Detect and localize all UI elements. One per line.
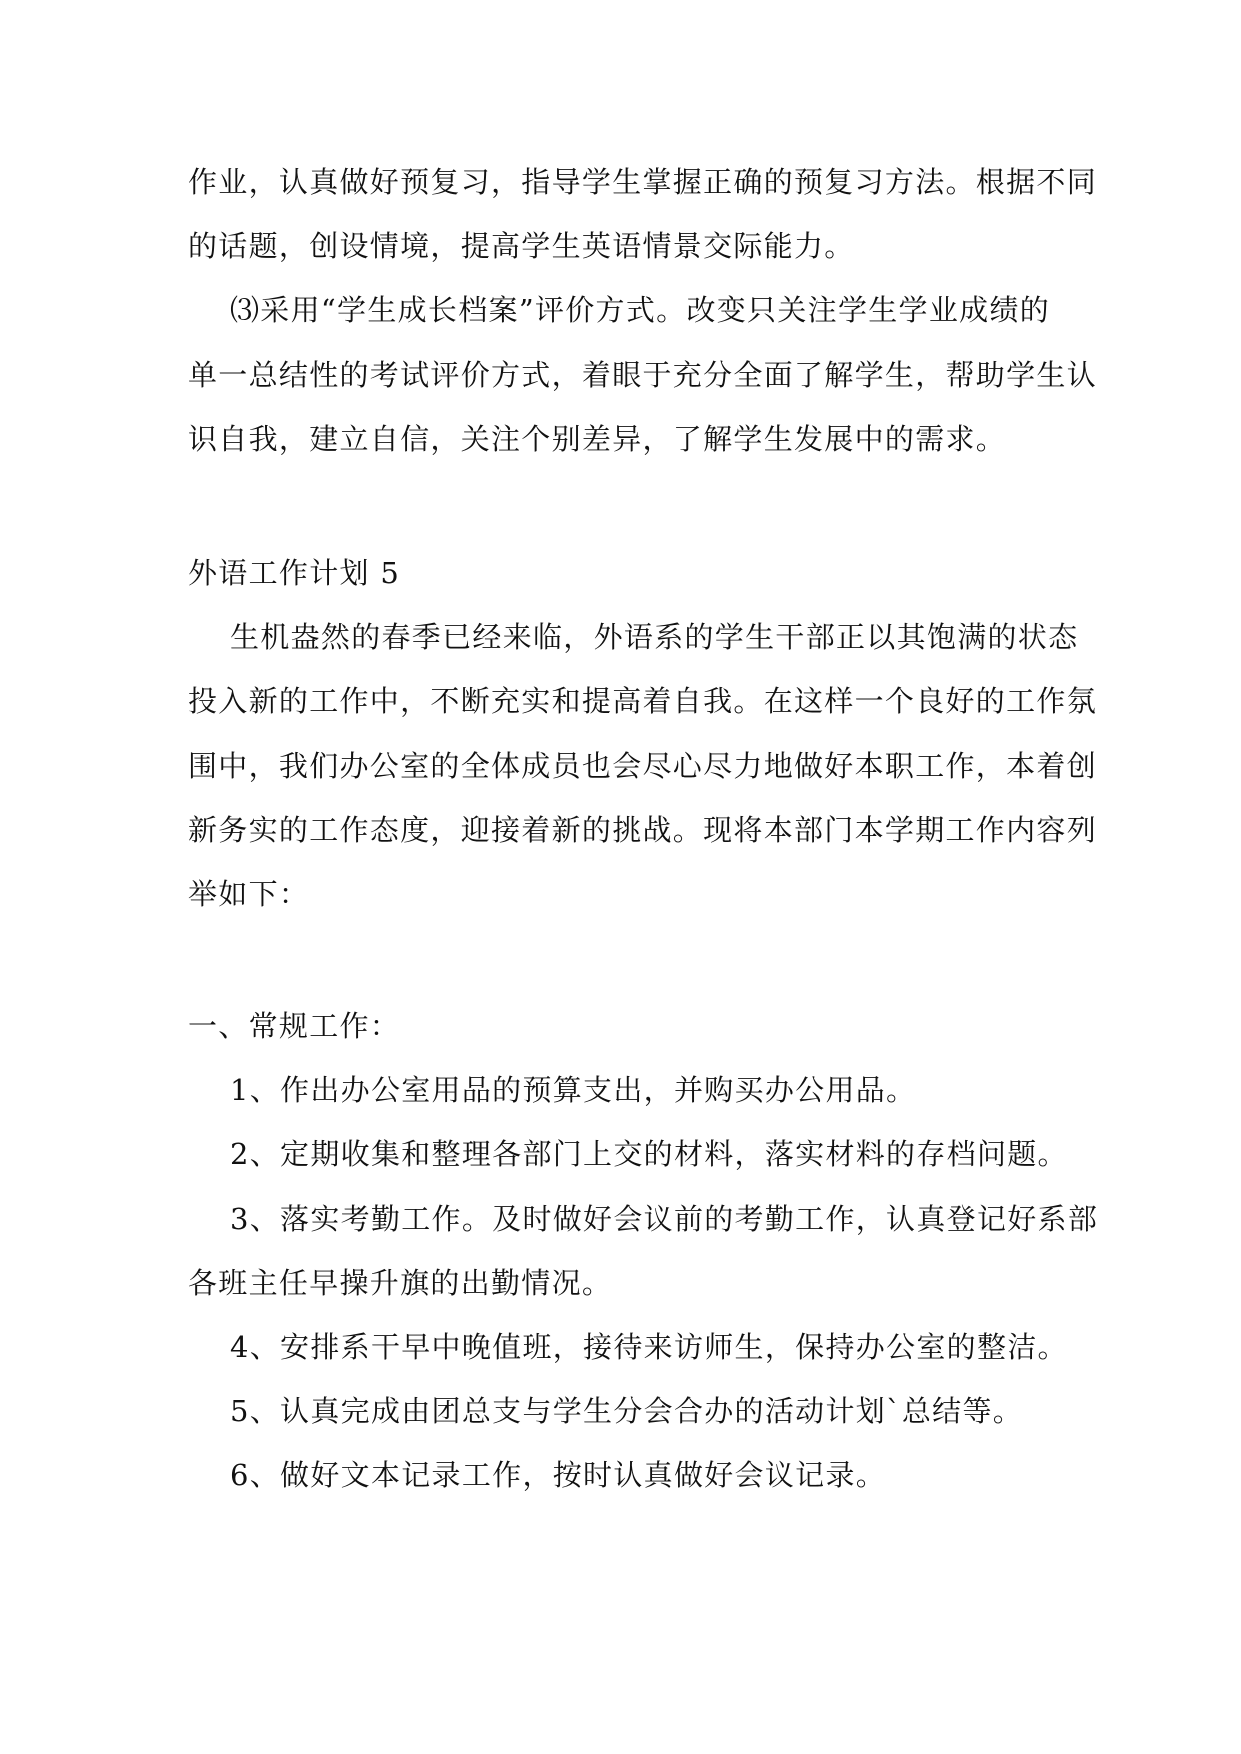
paragraph-line: 新务实的工作态度，迎接着新的挑战。现将本部门本学期工作内容列: [188, 813, 1098, 847]
paragraph-line: 识自我，建立自信，关注个别差异，了解学生发展中的需求。: [188, 422, 1007, 456]
paragraph-line: 的话题，创设情境，提高学生英语情景交际能力。: [188, 229, 855, 263]
list-item-continuation: 各班主任早操升旗的出勤情况。: [188, 1266, 613, 1300]
paragraph-line: 生机盎然的春季已经来临，外语系的学生干部正以其饱满的状态: [230, 620, 1079, 654]
paragraph-line: 作业，认真做好预复习，指导学生掌握正确的预复习方法。根据不同: [188, 165, 1098, 199]
subsection-heading: 一、常规工作：: [188, 1009, 401, 1043]
paragraph-line: 举如下：: [188, 877, 310, 911]
section-heading: 外语工作计划 5: [188, 556, 401, 590]
paragraph-line: 投入新的工作中，不断充实和提高着自我。在这样一个良好的工作氛: [188, 684, 1098, 718]
list-item: 6、做好文本记录工作，按时认真做好会议记录。: [230, 1458, 887, 1492]
list-item: 1、作出办公室用品的预算支出，并购买办公用品。: [230, 1073, 917, 1107]
list-item: 4、安排系干早中晚值班，接待来访师生，保持办公室的整洁。: [230, 1330, 1068, 1364]
paragraph-line: ⑶采用“学生成长档案”评价方式。改变只关注学生学业成绩的: [230, 293, 1051, 327]
paragraph-line: 单一总结性的考试评价方式，着眼于充分全面了解学生，帮助学生认: [188, 358, 1098, 392]
list-item: 2、定期收集和整理各部门上交的材料，落实材料的存档问题。: [230, 1137, 1068, 1171]
paragraph-line: 围中，我们办公室的全体成员也会尽心尽力地做好本职工作，本着创: [188, 749, 1098, 783]
list-item: 5、认真完成由团总支与学生分会合办的活动计划`总结等。: [230, 1394, 1024, 1428]
list-item: 3、落实考勤工作。及时做好会议前的考勤工作，认真登记好系部: [230, 1202, 1099, 1236]
